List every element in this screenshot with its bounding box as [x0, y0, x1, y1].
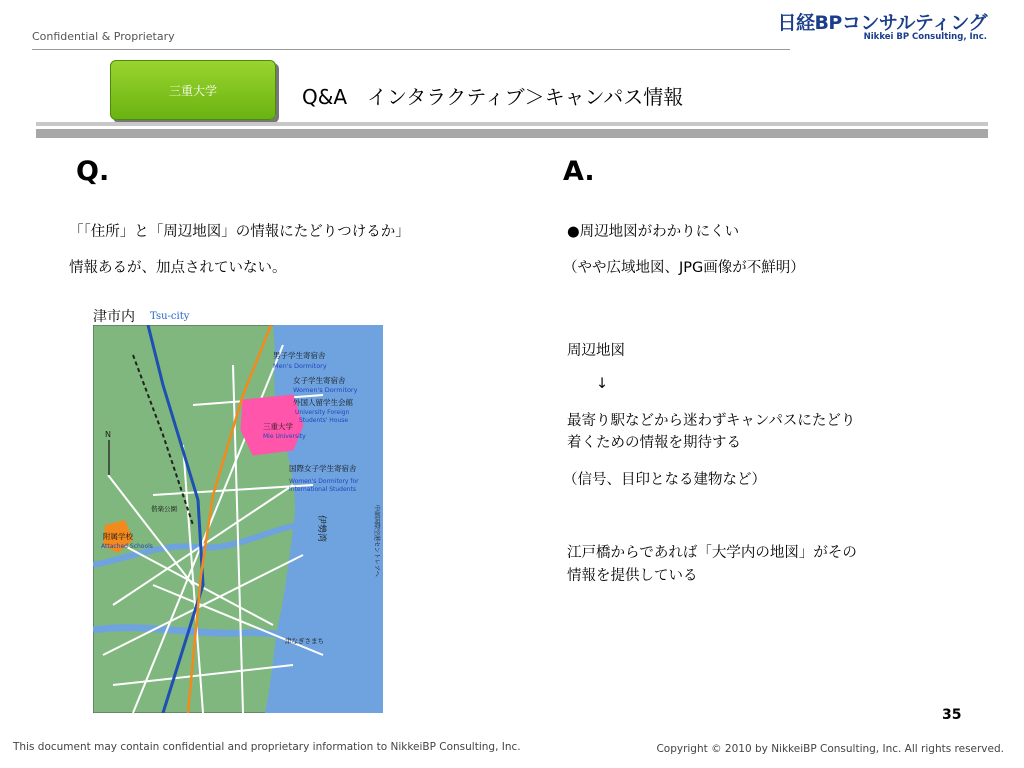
answer-line-3: 周辺地図 — [567, 343, 625, 359]
campus-area-map — [93, 325, 383, 713]
label-ise-bay: 伊勢湾 — [316, 515, 326, 543]
footer-disclaimer: This document may contain confidential and proprietary information to NikkeiBP Consulting, Inc. — [13, 741, 521, 753]
label-intl-dorm: 国際女子学生寄宿舎 — [289, 464, 357, 473]
header-divider — [32, 49, 790, 50]
footer-copyright: Copyright © 2010 by NikkeiBP Consulting, Inc. All rights reserved. — [656, 743, 1004, 755]
label-port: 津なぎさまち — [285, 637, 324, 645]
answer-line-6a: 江戸橋からであれば「大学内の地図」がその — [567, 545, 857, 561]
university-tag-label: 三重大学 — [168, 83, 217, 98]
company-logo-en: Nikkei BP Consulting, Inc. — [863, 32, 987, 42]
label-university: 三重大学 — [263, 422, 293, 431]
question-line-2: 情報あるが、加点されていない。 — [69, 260, 287, 276]
page-number: 35 — [942, 707, 962, 723]
question-line-1: 「「住所」と「周辺地図」の情報にたどりつけるか」 — [69, 224, 410, 240]
label-airport-line: 中部国際空港セントレアへ — [373, 505, 380, 577]
north-label: N — [105, 430, 111, 439]
title-underline-thick — [36, 129, 988, 138]
answer-line-4a: 最寄り駅などから迷わずキャンパスにたどり — [567, 413, 856, 429]
label-foreign-house-en-1: University Foreign — [295, 409, 350, 416]
label-park: 偕楽公園 — [151, 505, 177, 513]
answer-line-1: ●周辺地図がわかりにくい — [567, 224, 740, 240]
label-mens-dorm: 男子学生寄宿舎 — [273, 351, 326, 360]
label-intl-dorm-en-2: International Students — [289, 486, 356, 493]
confidential-label: Confidential & Proprietary — [32, 30, 175, 43]
answer-heading: A. — [563, 156, 595, 187]
answer-line-5: （信号、目印となる建物など） — [563, 472, 766, 488]
page-title: Q&A インタラクティブ＞キャンパス情報 — [302, 85, 684, 109]
company-logo-jp: 日経BPコンサルティング — [777, 12, 987, 34]
label-intl-dorm-en-1: Women's Dormitory for — [289, 478, 359, 485]
label-womens-dorm-en: Women's Dormitory — [293, 386, 358, 394]
answer-arrow: ↓ — [596, 376, 609, 392]
answer-line-6b: 情報を提供している — [567, 568, 698, 584]
label-mens-dorm-en: Men's Dormitory — [273, 362, 327, 370]
map-caption-en: Tsu-city — [150, 311, 190, 322]
label-attached-school: 附属学校 — [103, 532, 133, 541]
answer-line-4b: 着くための情報を期待する — [567, 435, 741, 451]
title-underline-thin — [36, 122, 988, 126]
label-attached-school-en: Attached Schools — [101, 543, 153, 550]
label-foreign-house: 外国人留学生会館 — [293, 398, 353, 407]
label-university-en: Mie University — [263, 433, 306, 440]
label-foreign-house-en-2: Students' House — [299, 417, 349, 424]
question-heading: Q. — [76, 156, 110, 187]
answer-line-2: （やや広域地図、JPG画像が不鮮明） — [563, 260, 805, 276]
label-womens-dorm: 女子学生寄宿舎 — [293, 376, 346, 385]
university-tag — [110, 60, 276, 120]
map-caption: 津市内 — [93, 309, 135, 325]
